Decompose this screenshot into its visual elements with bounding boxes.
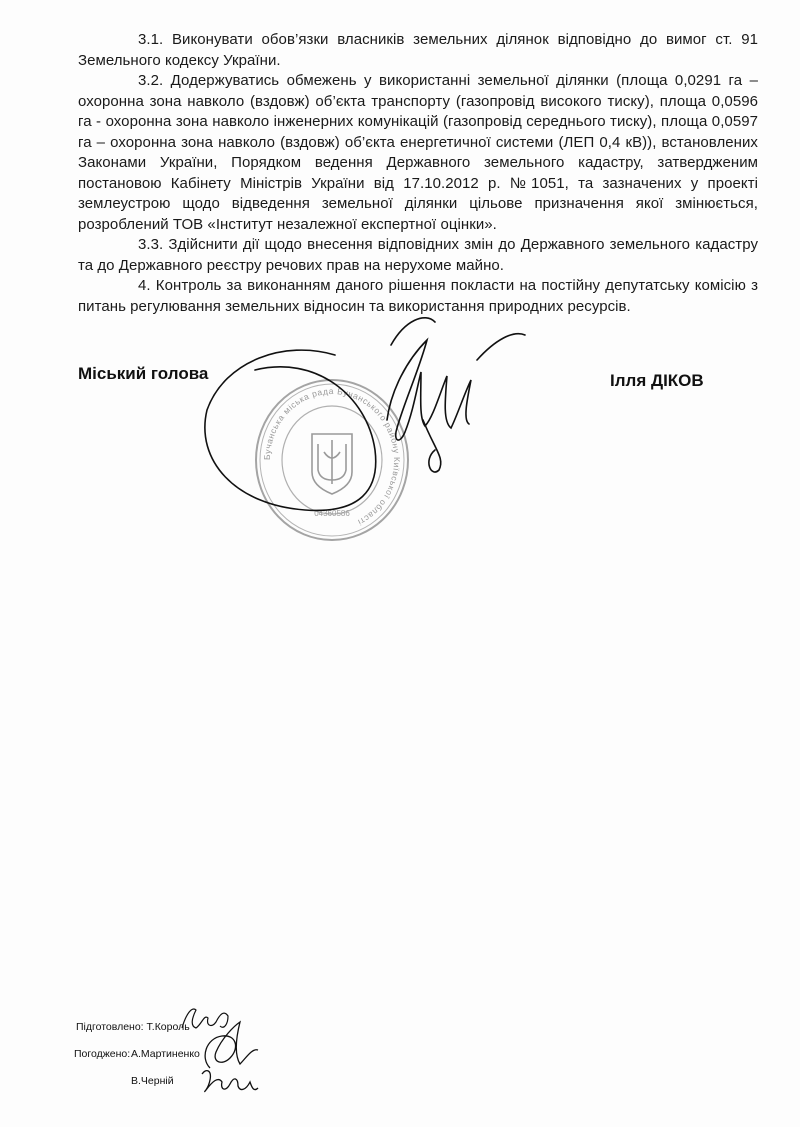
footer-agreed-name-1: А.Мартиненко xyxy=(131,1048,200,1060)
signature-title: Міський голова xyxy=(78,364,209,383)
footer-prepared: Підготовлено: Т.Король xyxy=(76,1021,190,1033)
decision-body xyxy=(78,30,758,317)
paragraph-3-2: 3.2. Додержуватись обмежень у використанні земельної ділянки (площа 0,0291 га – охоронна зона навколо (вздовж) об’єкта транспорту (газопровід високого тиску), площа 0,0596 га - охоронна зона навколо інженерних комунікацій (газопровід середнього тиску), площа 0,0597 га – охоронна зона навколо (вздовж) об’єкта енергетичної системи (ЛЕП 0,4 кВ)), встановлених Законами України, Порядком ведення Державного земельного кадастру, затвердженим постановою Кабінету Міністрів України від 17.10.2012 р. №1051, та зазначених у проекті землеустрою щодо відведення земельної ділянки цільове призначення якої змінюється, розроблений ТОВ «Інститут незалежної експертної оцінки». xyxy=(78,72,758,233)
agreed-signature-2 xyxy=(196,1064,262,1100)
paragraph-3-3: 3.3. Здійснити дії щодо внесення відповідних змін до Державного земельного кадастру та до Державного реєстру речових прав на нерухоме майно. xyxy=(78,236,758,274)
stamp-ring-text: Бучанська міська рада Бучанського району Київської області xyxy=(261,385,403,528)
paragraph-4: 4. Контроль за виконанням даного рішення покласти на постійну депутатську комісію з питань регулювання земельних відносин та використання природних ресурсів. xyxy=(78,277,758,315)
paragraph-3-1: 3.1. Виконувати обов’язки власників земельних ділянок відповідно до вимог ст. 91 Земельного кодексу України. xyxy=(78,31,758,69)
footer-agreed-label: Погоджено: xyxy=(74,1048,131,1060)
stamp-code: 04360586 xyxy=(314,509,350,518)
mayor-handwritten-signature xyxy=(195,300,535,530)
footer-agreed-name-2: В.Черній xyxy=(131,1075,174,1087)
signature-name: Ілля ДІКОВ xyxy=(610,371,704,390)
